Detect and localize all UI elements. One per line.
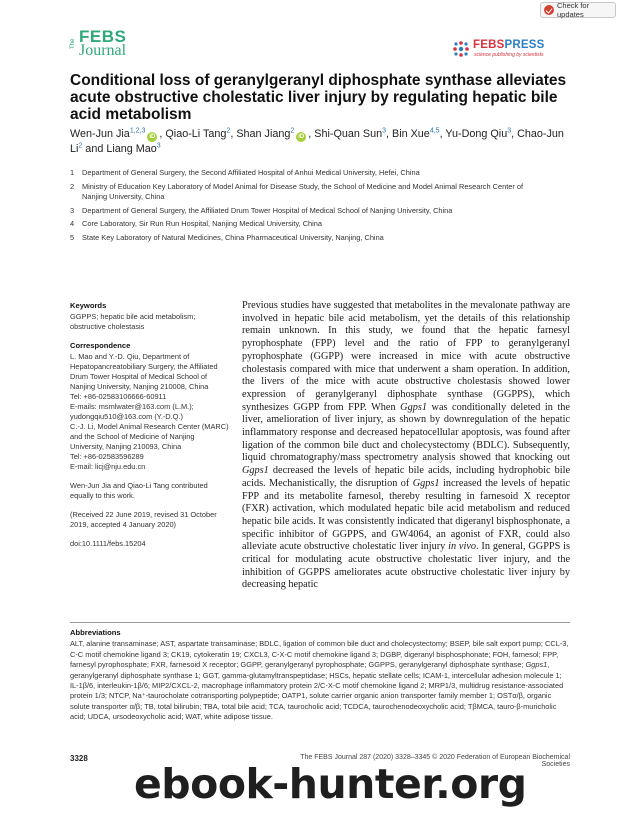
author-affiliation-ref: 2 bbox=[78, 142, 83, 150]
page-number: 3328 bbox=[70, 754, 88, 763]
abbreviations-divider bbox=[70, 622, 570, 623]
logo-journal: Journal bbox=[79, 42, 127, 59]
keywords-heading: Keywords bbox=[70, 301, 107, 310]
abbreviations-heading: Abbreviations bbox=[70, 628, 121, 637]
febs-press-tagline: science publishing by scientists bbox=[474, 52, 544, 58]
febs-press-name: FEBSPRESS bbox=[473, 39, 545, 51]
check-updates-label: Check for updates bbox=[557, 1, 590, 19]
author-list: Wen-Jun Jia$^{1,2,3}$iD , Qiao-Li Tang$^2$, Shan Jiang$^2$iD , Shi-Quan Sun$^3$, Bin Xue$^{4,5}$, Yu-Dong Qiu$^3$, Chao-Jun Li$^2$ and Liang Mao$^3$ bbox=[70, 127, 564, 155]
author-name: Wen-Jun Jia bbox=[70, 128, 130, 140]
correspondence-email-1[interactable]: E-mails: msmlwater@163.com (L.M.); yudongqiu510@163.com (Y.-D.Q.) bbox=[70, 402, 194, 421]
author-name: Shan Jiang bbox=[236, 128, 291, 140]
author-name: Chao-Jun Li bbox=[70, 128, 564, 155]
author-name: Liang Mao bbox=[106, 143, 157, 155]
correspondence-tel-2: Tel: +86-02583596289 bbox=[70, 452, 144, 461]
affiliation-item bbox=[70, 219, 550, 230]
affiliation-text: Department of General Surgery, the Affiliated Drum Tower Hospital of Medical School of Nanjing University, China bbox=[82, 205, 453, 215]
affiliation-number: 5 bbox=[70, 232, 75, 242]
affiliation-text: State Key Laboratory of Natural Medicines, China Pharmaceutical University, Nanjing, China bbox=[82, 232, 384, 242]
affiliation-number: 2 bbox=[70, 181, 75, 191]
affiliation-number: 3 bbox=[70, 205, 75, 215]
orcid-icon[interactable]: iD bbox=[298, 134, 305, 140]
affiliations bbox=[70, 168, 550, 246]
article-doi[interactable]: doi:10.1111/febs.15204 bbox=[70, 539, 146, 548]
affiliation-item bbox=[70, 182, 550, 203]
affiliation-item bbox=[70, 168, 550, 179]
affiliation-text: Department of General Surgery, the Second Affiliated Hospital of Anhui Medical University, Hefei, China bbox=[82, 168, 420, 177]
affiliation-item bbox=[70, 206, 550, 217]
abbreviations-section bbox=[70, 628, 570, 723]
correspondence-address-2: C.-J. Li, Model Animal Research Center (MARC) and the School of Medicine of Nanjing University, Nanjing 210093, China bbox=[70, 422, 229, 451]
author-name: Bin Xue bbox=[392, 128, 430, 140]
febs-journal-logo bbox=[70, 27, 150, 59]
check-updates-icon bbox=[544, 5, 554, 15]
author-name: Yu-Dong Qiu bbox=[445, 128, 508, 140]
affiliation-text: Core Laboratory, Sir Run Run Hospital, Nanjing Medical University, China bbox=[82, 219, 323, 228]
footer-citation: The FEBS Journal 287 (2020) 3328–3345 © 2020 Federation of European Biochemical Societies bbox=[300, 754, 570, 768]
contribution-note: Wen-Jun Jia and Qiao-Li Tang contributed equally to this work. bbox=[70, 481, 208, 500]
febs-press-logo bbox=[452, 39, 558, 61]
keywords-section bbox=[70, 301, 230, 332]
affiliation-item bbox=[70, 233, 550, 244]
affiliation-text: Ministry of Education Key Laboratory of Model Animal for Disease Study, the School of Medicine and Model Animal Research Center of Nanjing University, China bbox=[82, 181, 524, 201]
author-affiliation-ref: 1,2,3 bbox=[129, 127, 146, 135]
correspondence-tel-1: Tel: +86-02583106666-60911 bbox=[70, 392, 167, 401]
article-history: (Received 22 June 2019, revised 31 October 2019, accepted 4 January 2020) bbox=[70, 510, 217, 529]
correspondence-section bbox=[70, 341, 230, 472]
watermark: ebook-hunter.org bbox=[134, 760, 527, 808]
author-name: Qiao-Li Tang bbox=[165, 128, 227, 140]
check-for-updates-button[interactable] bbox=[540, 2, 616, 18]
author-affiliation-ref: 4,5 bbox=[429, 127, 440, 135]
correspondence-heading: Correspondence bbox=[70, 341, 131, 350]
orcid-icon[interactable]: iD bbox=[149, 134, 156, 140]
author-affiliation-ref: 2 bbox=[290, 127, 295, 135]
logo-the: The bbox=[70, 38, 76, 49]
correspondence-email-2[interactable]: E-mail: licj@nju.edu.cn bbox=[70, 462, 146, 471]
abstract: Previous studies have suggested that metabolites in the mevalonate pathway are involved in hepatic bile acid metabolism, yet the details of this relationship remain unknown. In this study, we found that the hepatic farnesyl pyrophosphate (FPP) level and the ratio of FPP to geranylgeranyl pyrophosphate (GGPP) were increased in mice with acute obstructive cholestasis compared with mice that underwent a sham operation. In addition, the livers of the mice with acute obstructive cholestasis showed lower expression of geranylgeranyl diphosphate synthase (GGPPS), which synthesizes GGPP from FPP. When Ggps1 was conditionally deleted in the liver, amelioration of liver injury, as shown by downregulation of the hepatic inflammatory response and decreased hepatocellular apoptosis, was found after ligation of the common bile duct and cholecystectomy (BDLC). Subsequently, liquid chromatography/mass spectrometry analysis showed that knocking out Ggps1 decreased the levels of hepatic bile acids, including hydrophobic bile acids. Mechanistically, the disruption of Ggps1 increased the levels of hepatic FPP and its metabolite farnesol, thereby resulting in farnesoid X receptor (FXR) activation, which modulated hepatic bile acid metabolism and reduced hepatic bile acids. It was consistently indicated that digeranyl bisphosphonate, a specific inhibitor of GGPPS, and GW4064, an agonist of FXR, could also alleviate acute obstructive cholestatic liver injury in vivo. In general, GGPPS is critical for modulating acute obstructive cholestatic liver injury, and the inhibition of GGPPS ameliorates acute obstructive cholestatic liver injury by decreasing hepatic bbox=[242, 300, 570, 591]
logo-febs: FEBS bbox=[79, 27, 127, 46]
author-affiliation-ref: 3 bbox=[507, 127, 512, 135]
correspondence-address-1: L. Mao and Y.-D. Qiu, Department of Hepatopancreatobiliary Surgery, the Affiliated Drum Tower Hospital of Medical School of Nanjing University, Nanjing 210008, China bbox=[70, 352, 218, 391]
keywords-text: GGPPS; hepatic bile acid metabolism; obstructive cholestasis bbox=[70, 312, 196, 331]
article-sidebar bbox=[70, 301, 230, 558]
article-title: Conditional loss of geranylgeranyl diphosphate synthase alleviates acute obstructive cholestatic liver injury by regulating hepatic bile acid metabolism bbox=[70, 72, 567, 123]
author-affiliation-ref: 2 bbox=[226, 127, 231, 135]
author-affiliation-ref: 3 bbox=[156, 142, 161, 150]
author-name: Shi-Quan Sun bbox=[314, 128, 383, 140]
febs-press-dots-icon bbox=[452, 40, 470, 58]
abbreviations-text: ALT, alanine transaminase; AST, aspartate transaminase; BDLC, ligation of common bile duct and cholecystectomy; BSEP, bile salt export pump; CCL-3, C-C motif chemokine ligand 3; CK19, cytokeratin 19; CXCL3, C-X-C motif chemokine ligand 3; DGBP, digeranyl bisphosphonate; FOH, farnesol; FPP, farnesyl pyrophosphate; FXR, farnesoid X receptor; GGPP, geranylgeranyl pyrophosphate; GGPPS, geranylgeranyl diphosphate synthase; Ggps1, geranylgeranyl diphosphate synthase 1; GGT, gamma-glutamyltranspeptidase; HSCs, hepatic stellate cells; ICAM-1, intercellular adhesion molecule 1; IL-1β/6, interleukin-1β/6; MIP2/CXCL-2, macrophage inflammatory protein 2/C-X-C motif chemokine ligand 2; MRP1/3, multidrug resistance-associated protein 1/3; NTCP, Na⁺-taurocholate cotransporting polypeptide; OATP1, solute carrier organic anion transporter family member 1; OSTα/β, organic solute transporter α/β; TB, total bilirubin; TBA, total bile acid; TCA, taurocholic acid; TCDCA, taurochenodeoxycholic acid; TβMCA, tauro-β-muricholic acid; UDCA, ursodeoxycholic acid; WAT, white adipose tissue. bbox=[70, 639, 569, 722]
affiliation-number: 1 bbox=[70, 168, 75, 177]
affiliation-number: 4 bbox=[70, 219, 75, 228]
author-affiliation-ref: 3 bbox=[382, 127, 386, 135]
